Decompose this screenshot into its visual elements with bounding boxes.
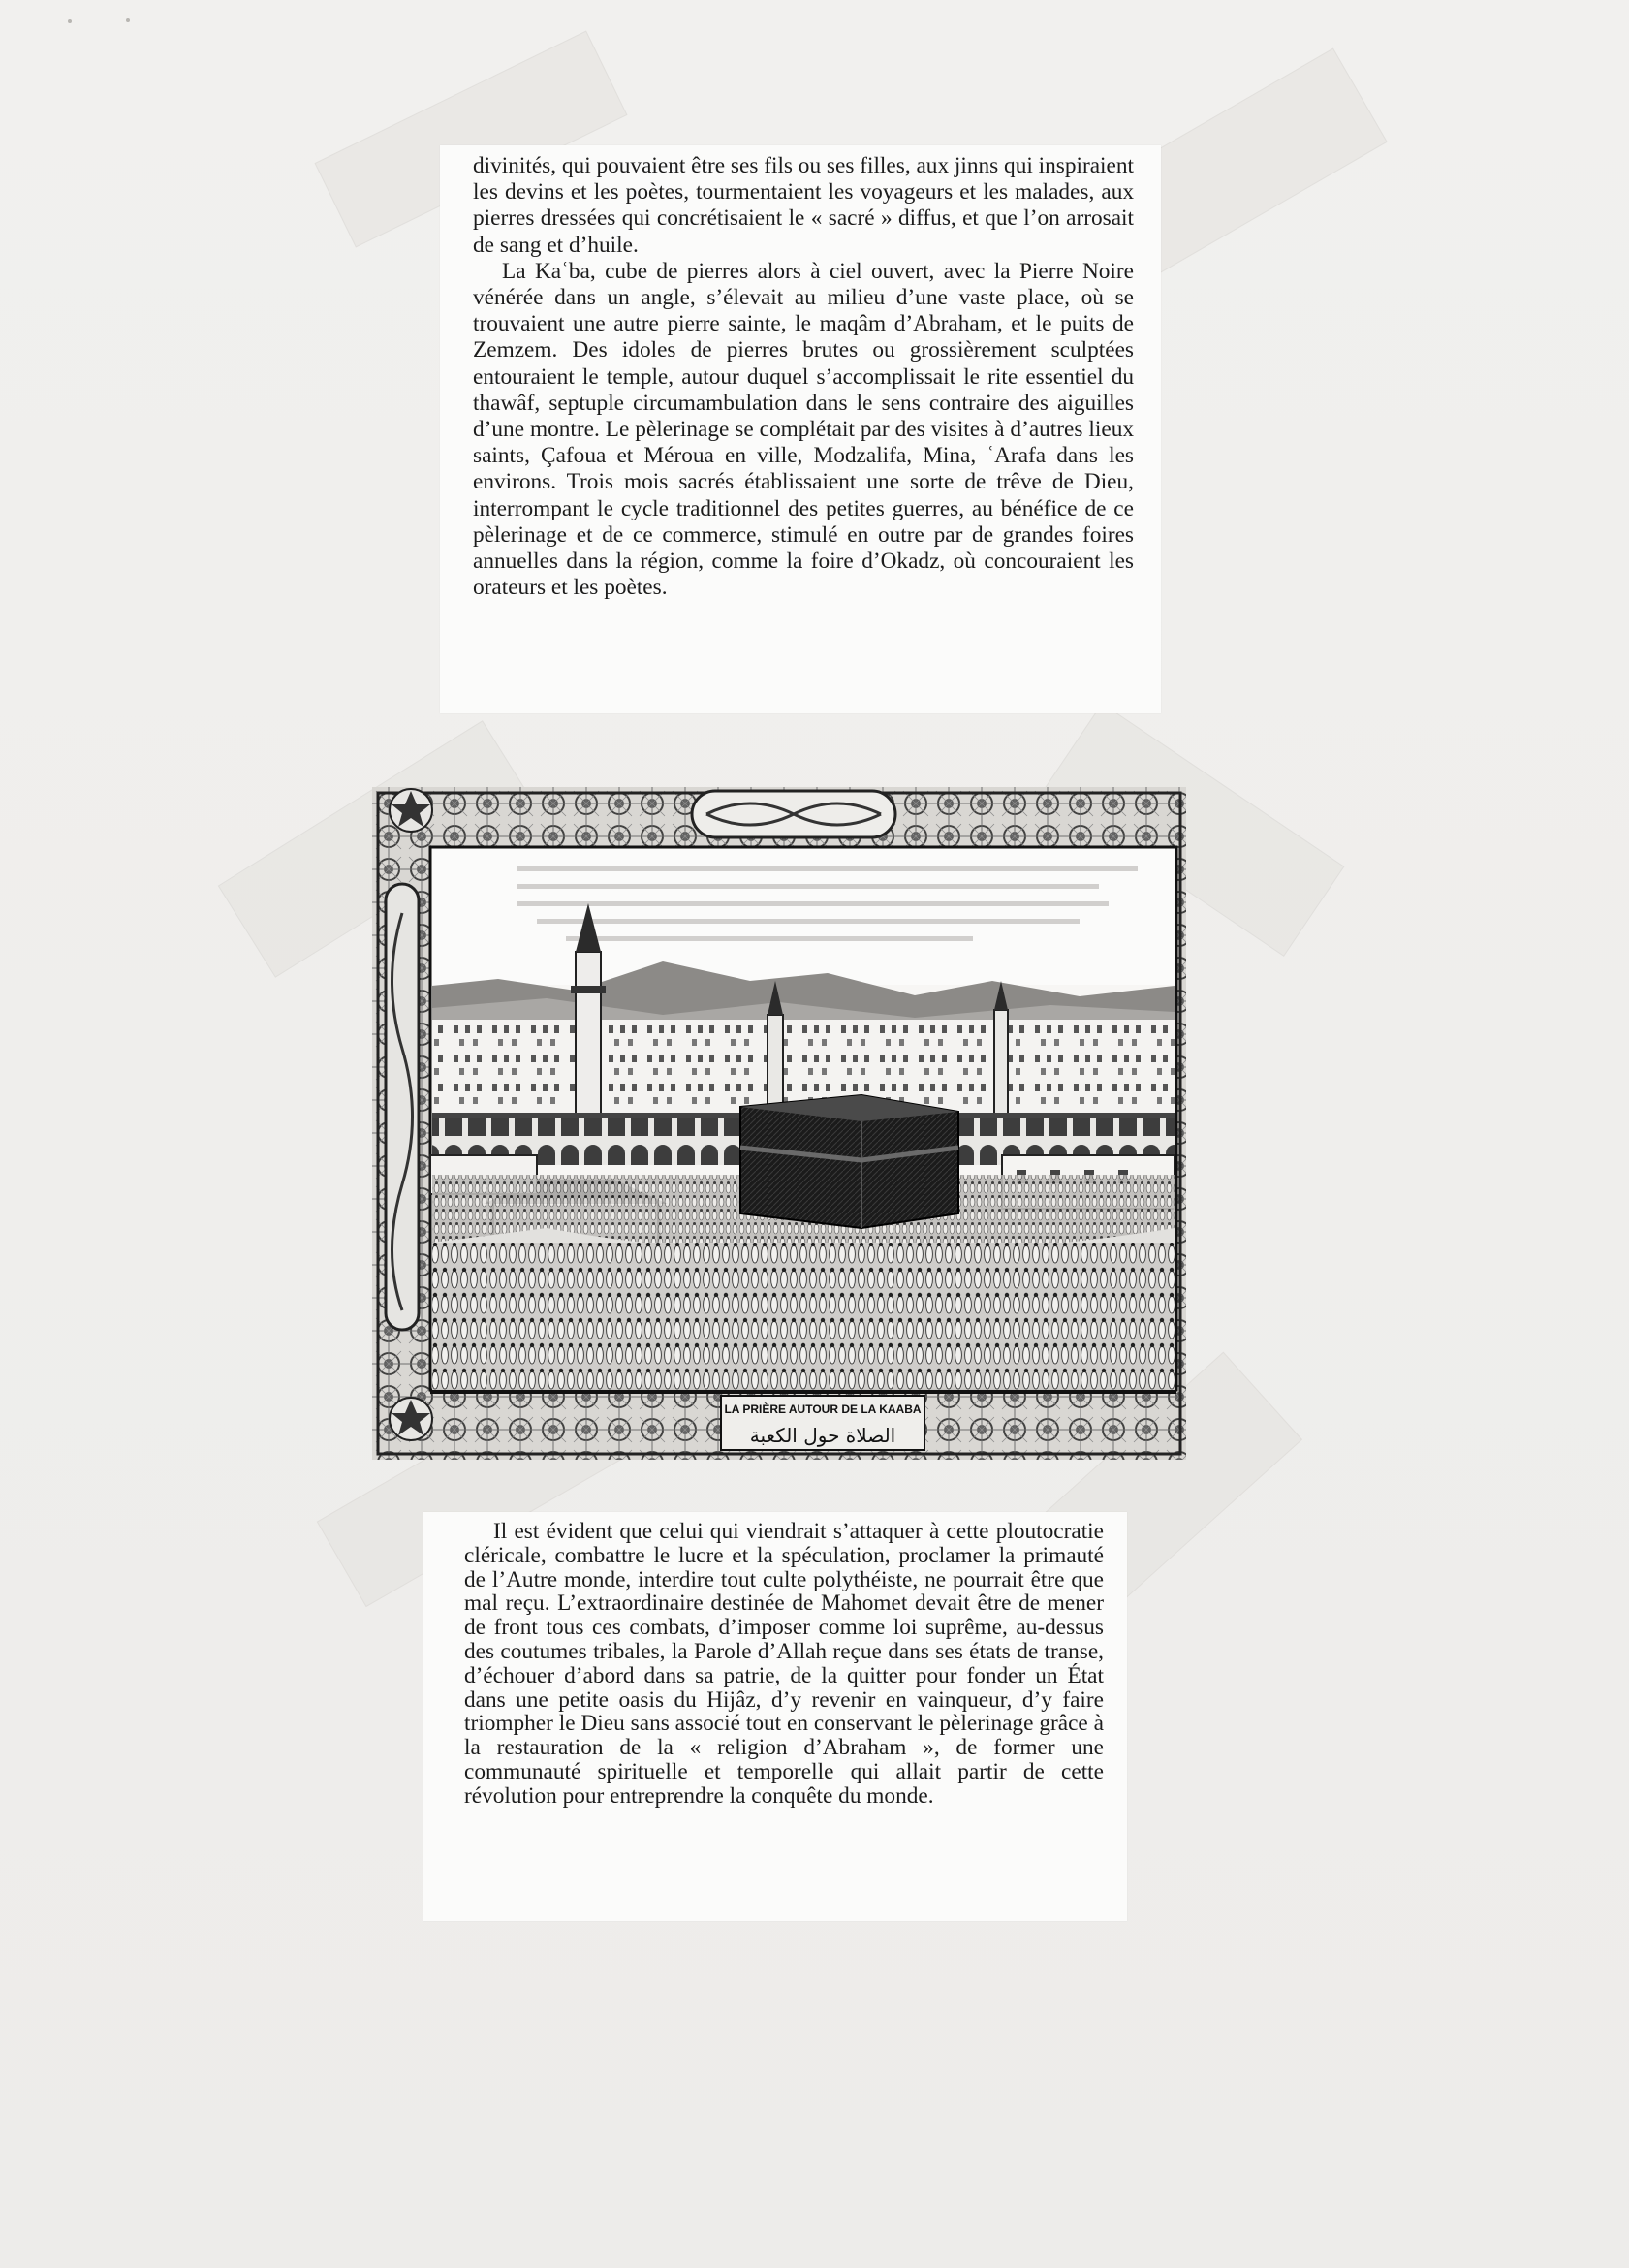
text-clipping-top xyxy=(440,145,1161,713)
illustration-caption-fr: LA PRIÈRE AUTOUR DE LA KAABA xyxy=(724,1402,922,1416)
paragraph: Il est évident que celui qui viendrait s’attaquer à cette ploutocratie cléricale, combattre le lucre et la spéculation, proclamer la primauté de l’Autre monde, interdire tout culte polythéiste, ne pourrait être que mal reçu. L’extraordinaire destinée de Mahomet devait être de mener de front tous ces combats, d’imposer comme loi suprême, au-dessus des coutumes tribales, la Parole d’Allah reçue dans ses états de transe, d’échouer d’abord dans sa patrie, de la quitter pour fonder un État dans une petite oasis du Hijâz, d’y revenir en vainqueur, d’y faire triompher le Dieu sans associé tout en conservant le pèlerinage grâce à la restauration de la « religion d’Abraham », de former une communauté spirituelle et temporelle qui allait partir de cette révolution pour entreprendre la conquête du monde. xyxy=(464,1519,1104,1809)
text-clipping-bottom xyxy=(423,1512,1127,1921)
engraving-illustration xyxy=(372,787,1186,1460)
illustration-caption-ar: الصلاة حول الكعبة xyxy=(749,1424,896,1447)
kaaba-engraving xyxy=(372,787,1186,1460)
page-speck xyxy=(126,18,130,22)
paragraph: La Kaʿba, cube de pierres alors à ciel ouvert, avec la Pierre Noire vénérée dans un angle, s’élevait au milieu d’une vaste place, où se trouvaient une autre pierre sainte, le maqâm d’Abraham, et le puits de Zemzem. Des idoles de pierres brutes ou grossièrement sculptées entouraient le temple, autour duquel s’accomplissait le rite essentiel du thawâf, septuple circumambulation dans le sens contraire des aiguilles d’une montre. Le pèlerinage se complétait par des visites à d’autres lieux saints, Çafoua et Méroua en ville, Modzalifa, Mina, ʿArafa dans les environs. Trois mois sacrés établissaient une sorte de trêve de Dieu, interrompant le cycle traditionnel des petites guerres, au bénéfice de ce pèlerinage et de ce commerce, stimulé en outre par de grandes foires annuelles dans la région, comme la foire d’Okadz, où concouraient les orateurs et les poètes. xyxy=(473,258,1134,601)
paragraph: divinités, qui pouvaient être ses fils ou ses filles, aux jinns qui inspiraient les devins et les poètes, tourmentaient les voyageurs et les malades, aux pierres dressées qui concrétisaient le « sacré » diffus, et que l’on arrosait de sang et d’huile. xyxy=(473,153,1134,258)
page-speck xyxy=(68,19,72,23)
